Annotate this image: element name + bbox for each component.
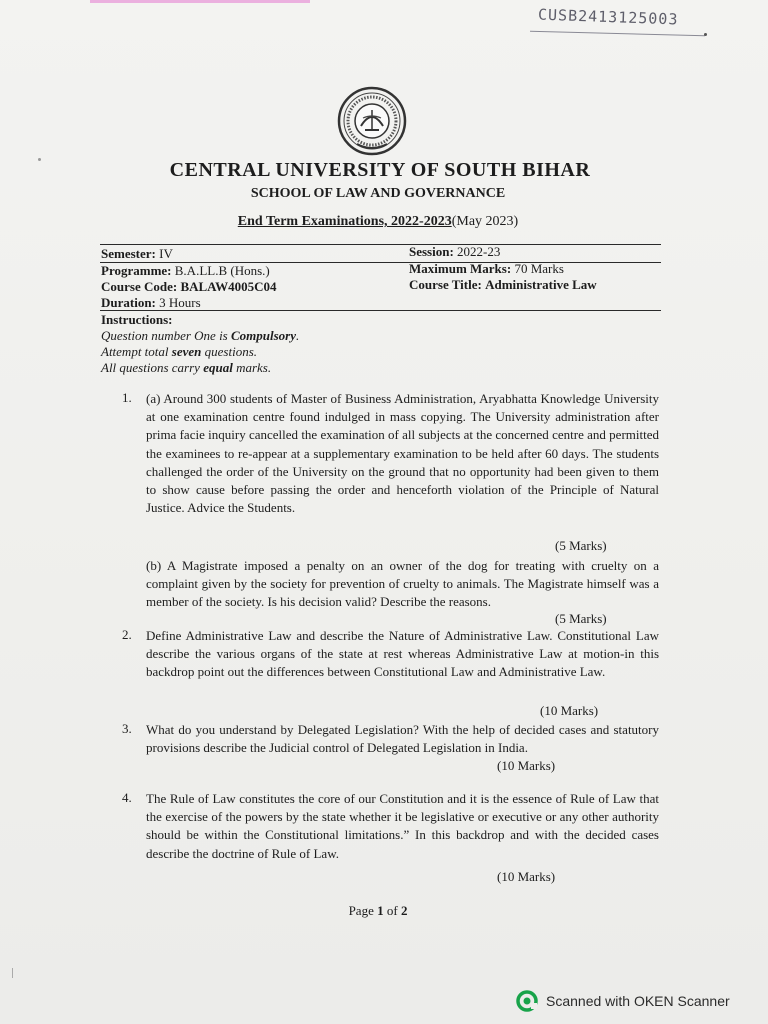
- divider-top: [100, 244, 661, 245]
- question-3-text: What do you understand by Delegated Legislation? With the help of decided cases and statutory provisions describe the Judicial control of Delegated Legislation in India.: [146, 722, 659, 756]
- semester-row: Semester: IV: [101, 246, 173, 261]
- instruction-line-1: Question number One is Compulsory.: [101, 328, 300, 343]
- question-number: 1.: [122, 390, 132, 405]
- question-1a-marks: (5 Marks): [555, 538, 607, 553]
- pink-mark: [90, 0, 310, 3]
- exam-month: (May 2023): [451, 214, 519, 229]
- scanner-watermark: [516, 990, 730, 1012]
- question-4-text: The Rule of Law constitutes the core of our Constitution and it is the essence of Rule of Law that the exercise of the powers by the state whether it be legislative or executive or any other authority should be within the Constitutional limitations.” In this backdrop and with the decided cases describe the doctrine of Rule of Law.: [146, 791, 659, 861]
- question-number: 2.: [122, 627, 132, 642]
- course-title-row: Course Title: Administrative Law: [409, 277, 597, 292]
- programme-row: Programme: B.A.LL.B (Hons.): [101, 263, 270, 278]
- scan-mark: [12, 968, 13, 978]
- max-marks-row: Maximum Marks: 70 Marks: [409, 261, 564, 276]
- session-row: Session: 2022-23: [409, 244, 501, 259]
- ink-dot: [704, 33, 707, 36]
- question-4-marks: (10 Marks): [497, 869, 556, 884]
- handwritten-underline: [530, 31, 705, 37]
- duration-row: Duration: 3 Hours: [101, 295, 201, 310]
- school-name: SCHOOL OF LAW AND GOVERNANCE: [250, 186, 506, 201]
- oken-scanner-logo-icon: [516, 990, 538, 1012]
- question-1b-text: (b) A Magistrate imposed a penalty on an owner of the dog for treating with cruelty on a complaint given by the society for prevention of cruelty to animals. The Magistrate himself was a member of the society. Is his decision valid? Describe the reasons.: [146, 558, 659, 610]
- handwritten-roll-number: CUSB2413125003: [537, 5, 679, 29]
- course-code-row: Course Code: BALAW4005C04: [101, 279, 277, 294]
- question-2-text: Define Administrative Law and describe the Nature of Administrative Law. Constitutional Law describe the various organs of the state at rest whereas Administrative Law at motion-in this backdrop point out the differences between Constitutional Law and Administrative Law.: [146, 628, 659, 680]
- question-number: 3.: [122, 721, 132, 736]
- question-1b-marks: (5 Marks): [555, 611, 607, 626]
- instructions-heading: Instructions:: [101, 312, 173, 327]
- university-seal-icon: [337, 86, 407, 156]
- exam-title: [0, 214, 756, 230]
- instruction-line-3: All questions carry equal marks.: [101, 360, 272, 375]
- university-name: CENTRAL UNIVERSITY OF SOUTH BIHAR: [169, 159, 591, 181]
- question-3-marks: (10 Marks): [497, 758, 556, 773]
- question-number: 4.: [122, 790, 132, 805]
- exam-title-main: End Term Examinations, 2022-2023: [237, 214, 452, 229]
- instruction-line-2: Attempt total seven questions.: [101, 344, 258, 359]
- divider-instructions: [100, 310, 661, 311]
- scanner-label: Scanned with OKEN Scanner: [546, 993, 730, 1009]
- page-number: Page 1 of 2: [348, 903, 408, 918]
- question-2-marks: (10 Marks): [540, 703, 599, 718]
- question-1a-text: (a) Around 300 students of Master of Business Administration, Aryabhatta Knowledge University at one examination centre found indulged in mass copying. The University administration after prima facie inquiry cancelled the examination of all subjects at the concerned centre and permitted the examinees to re-appear at a supplementary examination to be held after 60 days. The students challenged the order of the University on the ground that no opportunity had been given to them to show cause before passing the order and henceforth violation of the Principle of Natural Justice. Advice the Students.: [146, 391, 659, 516]
